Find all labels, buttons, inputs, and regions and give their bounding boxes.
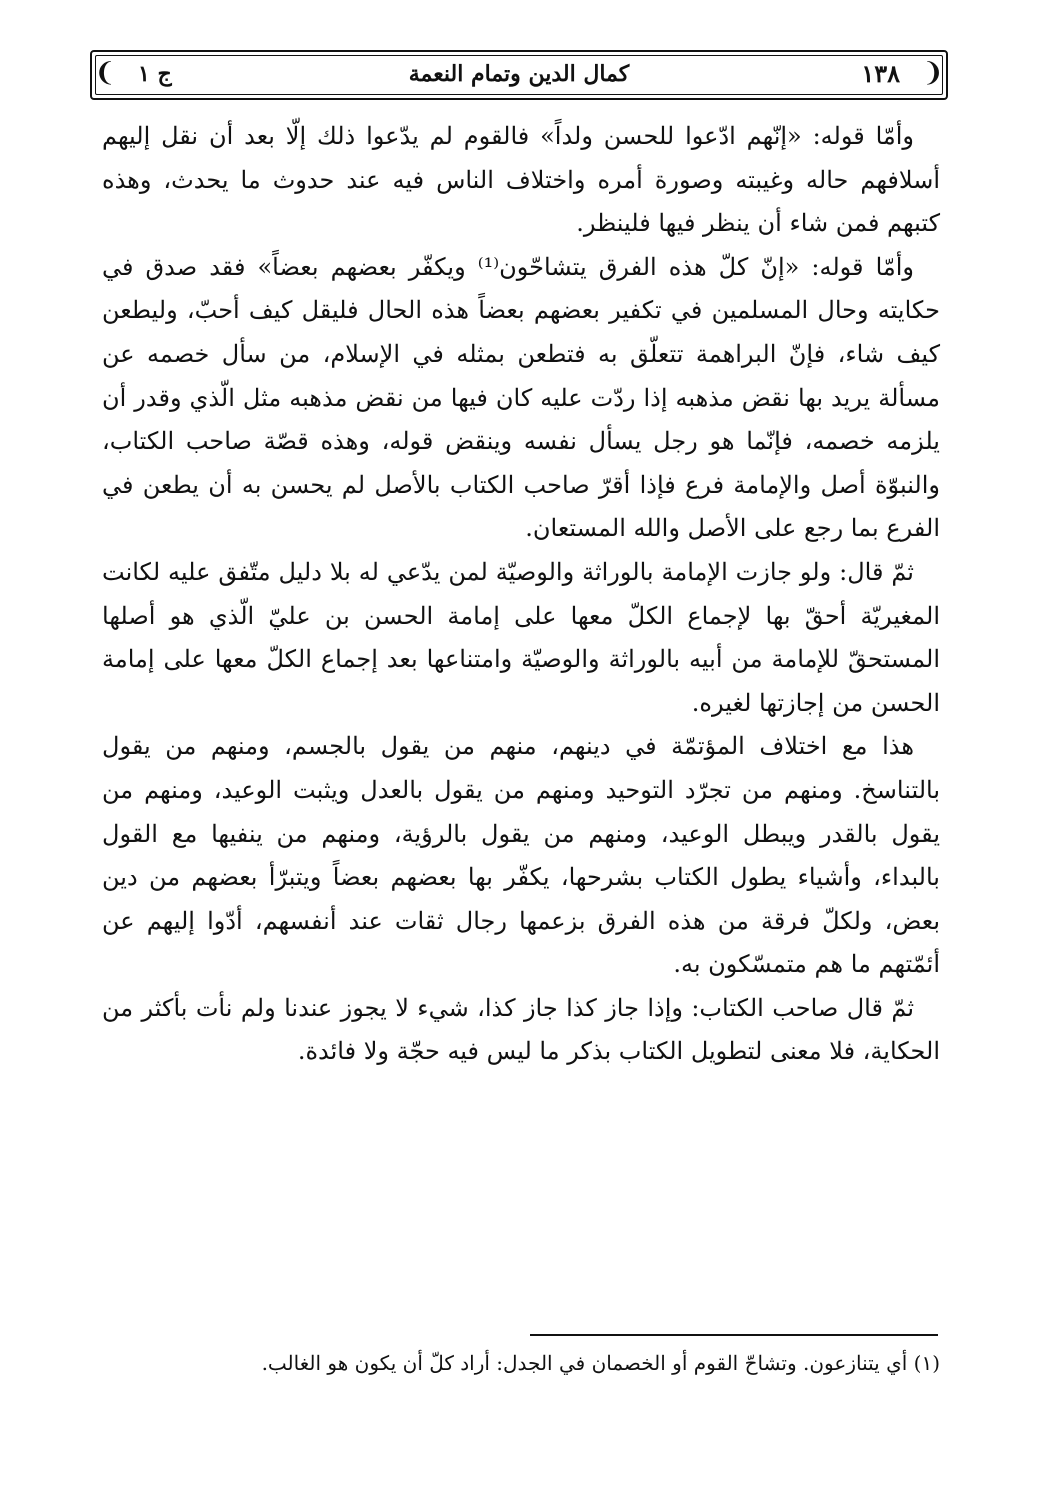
paragraph-2: وأمّا قوله: «إنّ كلّ هذه الفرق يتشاحّون⁽¹⁾ ويكفّر بعضهم بعضاً» فقد صدق في حكايته وحال المسلمين في تكفير بعضهم بعضاً هذه الحال فليقل كيف أحبّ، وليطعن كيف شاء، فإنّ البراهمة تتعلّق به فتطعن بمثله في الإسلام، من سأل خصمه عن مسألة يريد بها نقض مذهبه إذا ردّت عليه كان فيها من نقض مذهبه مثل الّذي وقدر أن يلزمه خصمه، فإنّما هو رجل يسأل نفسه وينقض قوله، وهذه قصّة صاحب الكتاب، والنبوّة أصل والإمامة فرع فإذا أقرّ صاحب الكتاب بالأصل لم يحسن به أن يطعن في الفرع بما رجع على الأصل والله المستعان. <box>102 252 941 543</box>
paragraph-5: ثمّ قال صاحب الكتاب: وإذا جاز كذا جاز كذا، شيء لا يجوز عندنا ولم نأت بأكثر من الحكاية، فلا معنى لتطويل الكتاب بذكر ما ليس فيه حجّة ولا فائدة. <box>102 993 940 1066</box>
volume-label: ج ١ <box>138 61 172 87</box>
footnote: (١) أي يتنازعون. وتشاحّ القوم أو الخصمان في الجدل: أراد كلّ أن يكون هو الغالب. <box>261 1351 940 1375</box>
paragraph-1: وأمّا قوله: «إنّهم ادّعوا للحسن ولداً» فالقوم لم يدّعوا ذلك إلّا بعد أن نقل إليهم أسلافهم حاله وغيبته وصورة أمره واختلاف الناس فيه عند حدوث ما يحدث، وهذه كتبهم فمن شاء أن ينظر فيها فلينظر. <box>102 122 940 238</box>
header-ornament-left-icon: ❨ <box>94 58 116 88</box>
running-header <box>90 50 948 100</box>
page-number: ١٣٨ <box>861 59 900 88</box>
main-text <box>102 115 940 1074</box>
paragraph-3: ثمّ قال: ولو جازت الإمامة بالوراثة والوصيّة لمن يدّعي له بلا دليل متّفق عليه لكانت المغيريّة أحقّ بها لإجماع الكلّ معها على إمامة الحسن بن عليّ الّذي هو أصلها المستحقّ للإمامة من أبيه بالوراثة والوصيّة وامتناعها بعد إجماع الكلّ معها على إمامة الحسن من إجازتها لغيره. <box>102 557 940 717</box>
paragraph-4: هذا مع اختلاف المؤتمّة في دينهم، منهم من يقول بالجسم، ومنهم من يقول بالتناسخ. ومنهم من تجرّد التوحيد ومنهم من يقول بالعدل ويثبت الوعيد، ومنهم من يقول بالقدر ويبطل الوعيد، ومنهم من يقول بالرؤية، ومنهم من ينفيها مع القول بالبداء، وأشياء يطول الكتاب بشرحها، يكفّر بها بعضهم بعضاً ويتبرّأ بعضهم من دين بعض، ولكلّ فرقة من هذه الفرق بزعمها رجال ثقات عند أنفسهم، أدّوا إليهم عن أئمّتهم ما هم متمسّكون به. <box>102 732 940 979</box>
footnote-separator <box>530 1334 938 1336</box>
header-ornament-right-icon: ❩ <box>922 58 944 88</box>
book-title: كمال الدين وتمام النعمة <box>408 61 630 87</box>
